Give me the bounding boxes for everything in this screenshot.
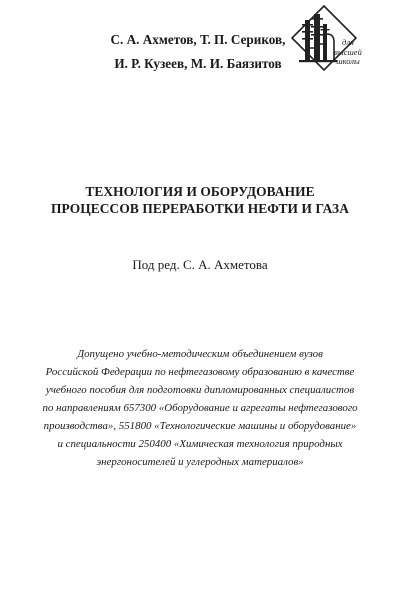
logo-caption xyxy=(331,38,365,67)
approval-line-2: Российской Федерации по нефтегазовому образованию в качестве xyxy=(45,366,355,378)
book-title-line-2: ПРОЦЕССОВ ПЕРЕРАБОТКИ НЕФТИ И ГАЗА xyxy=(51,201,349,216)
authors-line-2: И. Р. Кузеев, М. И. Баязитов xyxy=(114,56,282,71)
authors-block xyxy=(110,28,286,76)
approval-line-1: Допущено учебно-методическим объединением вузов xyxy=(77,348,323,360)
approval-note xyxy=(20,345,380,471)
logo-caption-line-2: высшей xyxy=(334,46,362,57)
approval-line-5: производства», 551800 «Технологические машины и оборудование» xyxy=(43,420,357,432)
logo-caption-line-1: для xyxy=(342,37,354,47)
authors-line-1: С. А. Ахметов, Т. П. Сериков, xyxy=(110,32,286,47)
approval-line-4: по направлениям 657300 «Оборудование и агрегаты нефтегазового xyxy=(42,402,358,414)
logo-caption-line-3: школы xyxy=(336,56,360,66)
approval-line-7: энергоносителей и углеродных материалов» xyxy=(96,456,304,468)
approval-line-6: и специальности 250400 «Химическая технология природных xyxy=(57,438,343,450)
editor-line: Под ред. С. А. Ахметова xyxy=(132,257,268,272)
book-title-line-1: ТЕХНОЛОГИЯ И ОБОРУДОВАНИЕ xyxy=(85,184,315,199)
approval-line-3: учебного пособия для подготовки дипломированных специалистов xyxy=(45,384,355,396)
book-title xyxy=(0,183,400,217)
